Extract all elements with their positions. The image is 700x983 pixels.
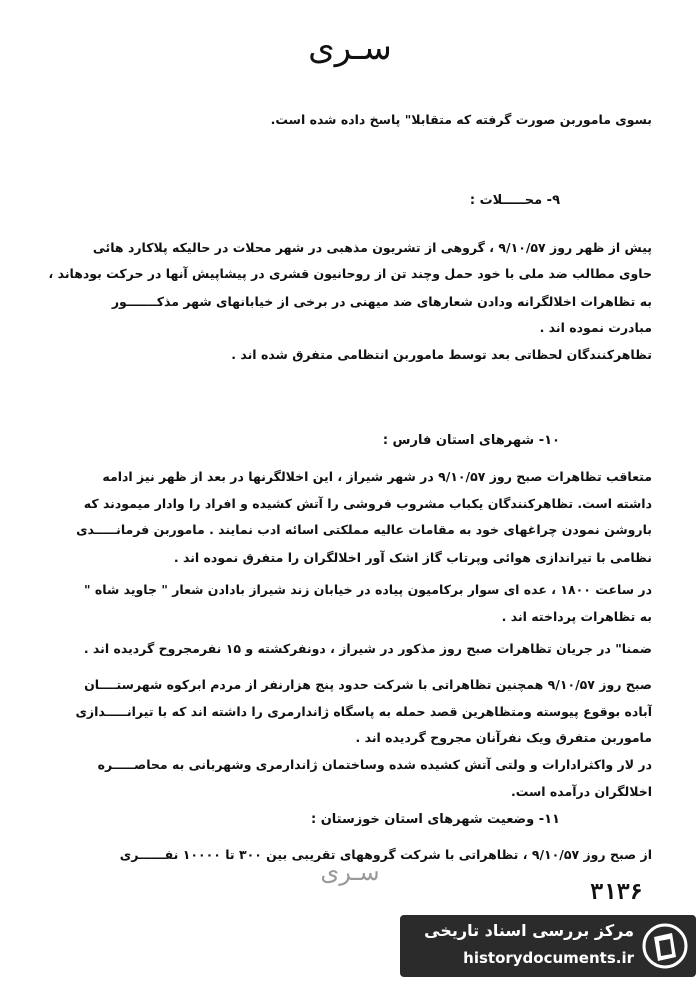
classification-stamp-bottom: سـری [320, 858, 380, 886]
section-heading-text: ۹- محـــــلات : [469, 193, 560, 208]
text-line: در لار واکثرادارات و ولتی آتش کشیده شده وساختمان ژاندارمری وشهربانی به محاصـــــره [97, 757, 652, 772]
text-line: به تظاهرات پرداخته اند . [501, 609, 652, 624]
text-line: بسوی ماموربن صورت گرفته که متقابلا" پاسخ داده شده است. [270, 112, 652, 127]
text-line: ماموربن متفرق ویک نفرآنان مجروح گردیده اند . [355, 730, 652, 745]
section-heading-text: ۱۱- وضعیت شهرهای استان خوزستان : [310, 812, 560, 827]
text-line: داشته است. تظاهرکنندگان یکباب مشروب فروشی را آتش کشیده و افراد را وادار میمودند که [83, 496, 652, 511]
text-line: باروشن نمودن چراغهای خود به مقامات عالیه مملکتی اسائه ادب نمایند . ماموربن فرمانـــــدی [76, 522, 652, 537]
classification-stamp-top: سـری [308, 28, 392, 68]
archive-logo-icon [642, 923, 688, 969]
text-line: متعاقب تظاهرات صبح روز ۹/۱۰/۵۷ در شهر شیراز ، این اخلالگرنها در بعد از ظهر نیز ادامه [102, 469, 652, 484]
section-heading-9 [30, 193, 560, 208]
text-line: مبادرت نموده اند . [539, 320, 652, 335]
watermark-title: مرکز بررسی اسناد تاریخی [424, 921, 634, 940]
archive-watermark [400, 915, 696, 977]
text-line: حاوی مطالب ضد ملی با خود حمل وچند تن از روحانیون قشری در پیشاپیش آنها در حرکت بودهاند ، [48, 266, 652, 281]
text-line: به تظاهرات اخلالگرانه ودادن شعارهای ضد میهنی در برخی از خیابانهای شهر مذکـــــــور [111, 294, 652, 309]
text-line: آباده بوقوع پیوسته ومتظاهرین قصد حمله به پاسگاه ژاندارمری را داشته اند که با تیرانـــــدازی [75, 704, 652, 719]
text-line: از صبح روز ۹/۱۰/۵۷ ، تظاهراتی با شرکت گروههای تقریبی بین ۳۰۰ تا ۱۰۰۰۰ نفــــــری [119, 847, 652, 862]
text-line: صبح روز ۹/۱۰/۵۷ همچنین تظاهراتی با شرکت حدود پنج هزارنفر از مردم ابرکوه شهرستــــان [84, 677, 652, 692]
section-heading-text: ۱۰- شهرهای استان فارس : [382, 433, 560, 448]
text-line: ضمنا" در جریان تظاهرات صبح روز مذکور در شیراز ، دونفرکشته و ۱۵ نفرمجروح گردیده اند . [83, 641, 652, 656]
section-heading-10 [30, 433, 560, 448]
watermark-url: historydocuments.ir [463, 949, 634, 967]
section-heading-11 [30, 812, 560, 827]
text-line: پیش از ظهر روز ۹/۱۰/۵۷ ، گروهی از تشریون مذهبی در شهر محلات در حالیکه پلاکارد هائی [92, 240, 652, 255]
text-line: اخلالگران درآمده است. [511, 784, 652, 799]
text-line: نظامی با تیراندازی هوائی وپرتاب گاز اشک آور اخلالگران را متفرق نموده اند . [173, 550, 652, 565]
text-line: در ساعت ۱۸۰۰ ، عده ای سوار برکامیون پیاده در خیابان زند شیراز بادادن شعار " جاوید شاه " [84, 582, 652, 597]
page-number: ۳۱۳۶ [590, 880, 643, 905]
text-line: تظاهرکنندگان لحظاتی بعد توسط ماموربن انتظامی متفرق شده اند . [231, 347, 652, 362]
